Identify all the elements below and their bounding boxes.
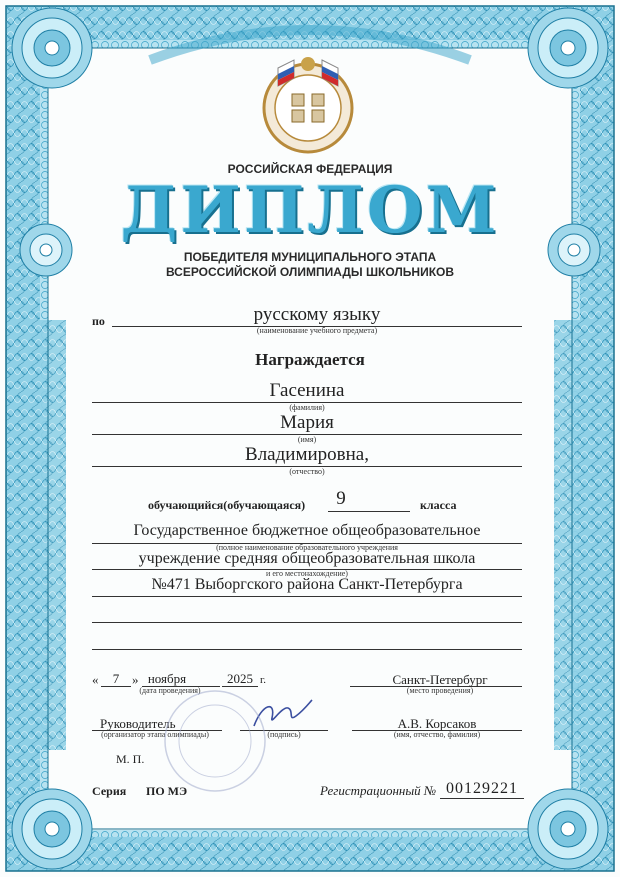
school-value-2: учреждение средняя общеобразовательная школа xyxy=(138,550,476,567)
stamp-seal-icon xyxy=(160,686,270,796)
subtitle-line-1: ПОБЕДИТЕЛЯ МУНИЦИПАЛЬНОГО ЭТАПА xyxy=(183,250,437,264)
date-quote-close: » xyxy=(132,672,139,687)
registration-label: Регистрационный № xyxy=(320,783,437,798)
awarded-label: Награждается xyxy=(255,350,365,369)
school-line-3 xyxy=(92,596,522,597)
date-year-suffix: г. xyxy=(260,674,267,686)
school-caption-1: (полное наименование образовательного учреждения xyxy=(216,543,398,552)
place-caption: (место проведения) xyxy=(406,686,474,695)
grade-line xyxy=(328,511,410,512)
place-value: Санкт-Петербург xyxy=(392,672,488,687)
head-role: Руководитель xyxy=(100,716,176,731)
surname-value: Гасенина xyxy=(269,380,345,401)
subject-caption: (наименование учебного предмета) xyxy=(256,326,378,335)
olympiad-emblem xyxy=(258,50,358,158)
surname-caption: (фамилия) xyxy=(289,403,325,412)
signer-caption: (имя, отчество, фамилия) xyxy=(393,730,481,739)
country-title: РОССИЙСКАЯ ФЕДЕРАЦИЯ xyxy=(227,162,393,176)
signature-caption: (подпись) xyxy=(267,730,301,739)
grade-value: 9 xyxy=(336,488,346,509)
school-caption-2: и его местонахождение) xyxy=(266,569,348,578)
school-value-3: №471 Выборгского района Санкт-Петербурга xyxy=(151,576,463,593)
registration-number: 00129221 xyxy=(446,780,518,797)
emblem-seal-icon xyxy=(258,50,358,158)
date-year: 2025 xyxy=(227,671,253,686)
school-value-1: Государственное бюджетное общеобразовательное xyxy=(133,522,481,539)
series-label: Серия xyxy=(92,784,127,798)
stamp-place-label: М. П. xyxy=(116,752,145,766)
head-role-caption: (организатор этапа олимпиады) xyxy=(101,730,209,739)
school-line-4 xyxy=(92,622,522,623)
subject-prefix: по xyxy=(92,314,105,328)
diploma-title: ДИПЛОМ xyxy=(120,173,500,248)
date-quote-open: « xyxy=(92,672,99,687)
subject-value: русскому языку xyxy=(253,304,381,325)
grade-prefix: обучающийся(обучающаяся) xyxy=(148,498,306,512)
patronymic-value: Владимировна, xyxy=(245,444,369,465)
patronymic-caption: (отчество) xyxy=(289,467,325,476)
signer-name: А.В. Корсаков xyxy=(397,716,477,731)
grade-suffix: класса xyxy=(420,498,457,512)
date-day: 7 xyxy=(112,671,120,686)
subtitle-line-2: ВСЕРОССИЙСКОЙ ОЛИМПИАДЫ ШКОЛЬНИКОВ xyxy=(165,265,455,279)
name-caption: (имя) xyxy=(297,435,317,444)
registration-line xyxy=(440,798,524,799)
date-caption: (дата проведения) xyxy=(139,686,201,695)
name-value: Мария xyxy=(280,412,334,433)
series-value: ПО МЭ xyxy=(146,784,188,798)
date-month: ноября xyxy=(147,671,187,686)
school-line-5 xyxy=(92,649,522,650)
